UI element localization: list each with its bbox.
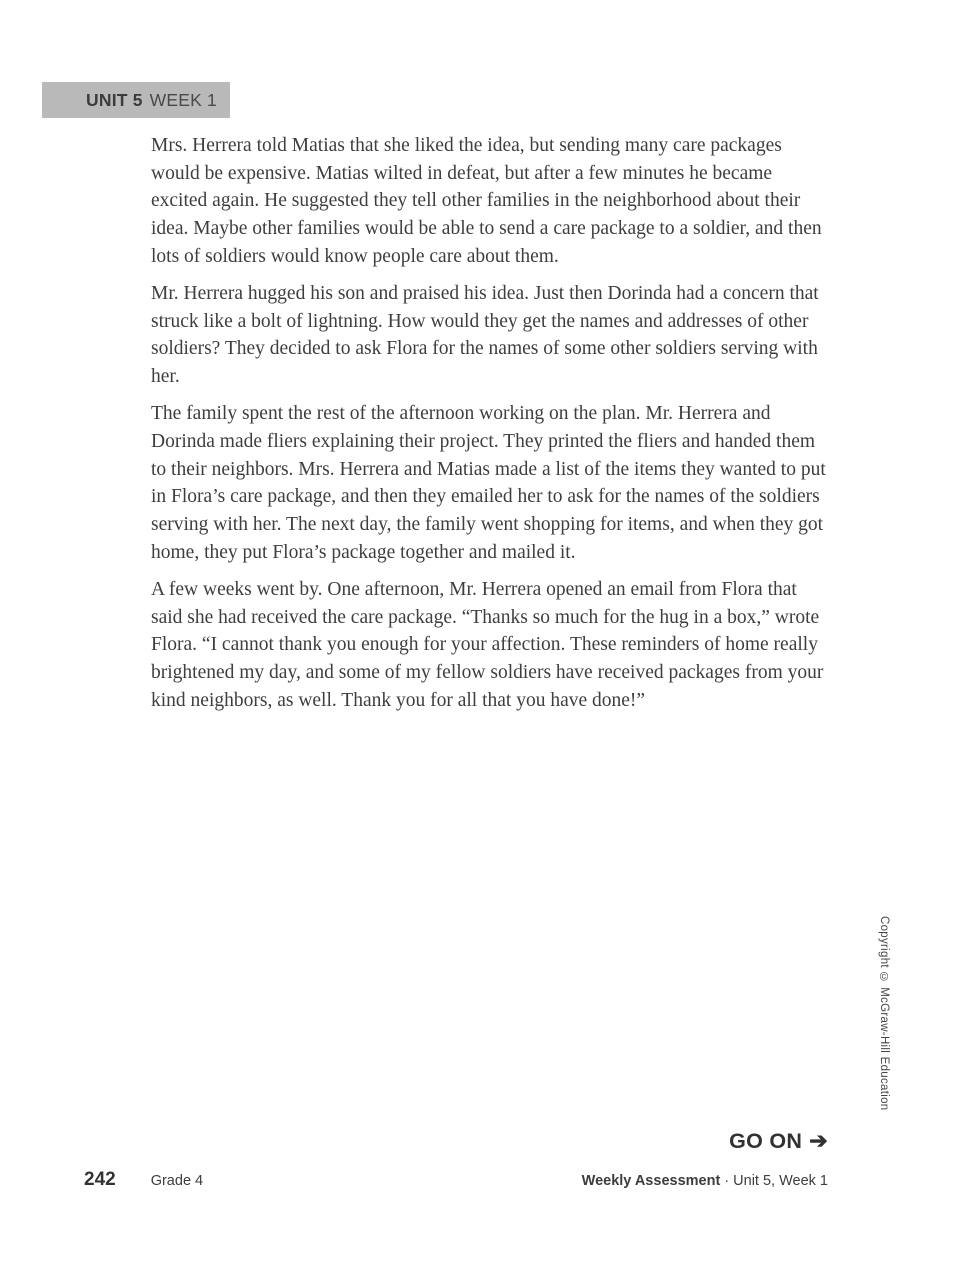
passage-paragraph-2: Mr. Herrera hugged his son and praised his idea. Just then Dorinda had a concern that struck like a bolt of lightning. How would they get the names and addresses of other soldiers? They decided to ask Flora for the names of some other soldiers serving with her. (151, 283, 819, 388)
passage-paragraph-1: Mrs. Herrera told Matias that she liked the idea, but sending many care packages would be expensive. Matias wilted in defeat, but after a few minutes he became excited again. He suggested they tell other families in the neighborhood about their idea. Maybe other families would be able to send a care package to a soldier, and then lots of soldiers would know people care about them. (151, 135, 822, 267)
assessment-detail: · Unit 5, Week 1 (720, 1173, 828, 1189)
assessment-title: Weekly Assessment (581, 1173, 721, 1189)
passage-paragraph-3: The family spent the rest of the afternoon working on the plan. Mr. Herrera and Dorinda made fliers explaining their project. They printed the fliers and handed them to their neighbors. Mrs. Herrera and Matias made a list of the items they wanted to put in Flora’s care package, and then they emailed her to ask for the names of the soldiers serving with her. The next day, the family went shopping for items, and when they got home, they put Flora’s package together and mailed it. (151, 403, 826, 563)
unit-week-badge (42, 82, 230, 118)
copyright-sidebar: Copyright © McGraw-Hill Education (878, 916, 890, 1111)
grade-label: Grade 4 (150, 1173, 204, 1189)
page-footer (84, 1169, 828, 1191)
go-on-marker (729, 1128, 828, 1154)
unit-label: UNIT 5 (86, 89, 143, 110)
week-label: WEEK 1 (149, 89, 217, 110)
passage-paragraph-4: A few weeks went by. One afternoon, Mr. Herrera opened an email from Flora that said she had received the care package. “Thanks so much for the hug in a box,” wrote Flora. “I cannot thank you enough for your affection. These reminders of home really brightened my day, and some of my fellow soldiers have received packages from your kind neighbors, as well. Thank you for all that you have done!” (151, 579, 824, 711)
reading-passage (151, 132, 832, 724)
page-number: 242 (84, 1169, 116, 1190)
right-arrow-icon: ➔ (809, 1128, 828, 1153)
go-on-label: GO ON (729, 1128, 803, 1153)
footer-assessment-info (582, 1173, 828, 1189)
